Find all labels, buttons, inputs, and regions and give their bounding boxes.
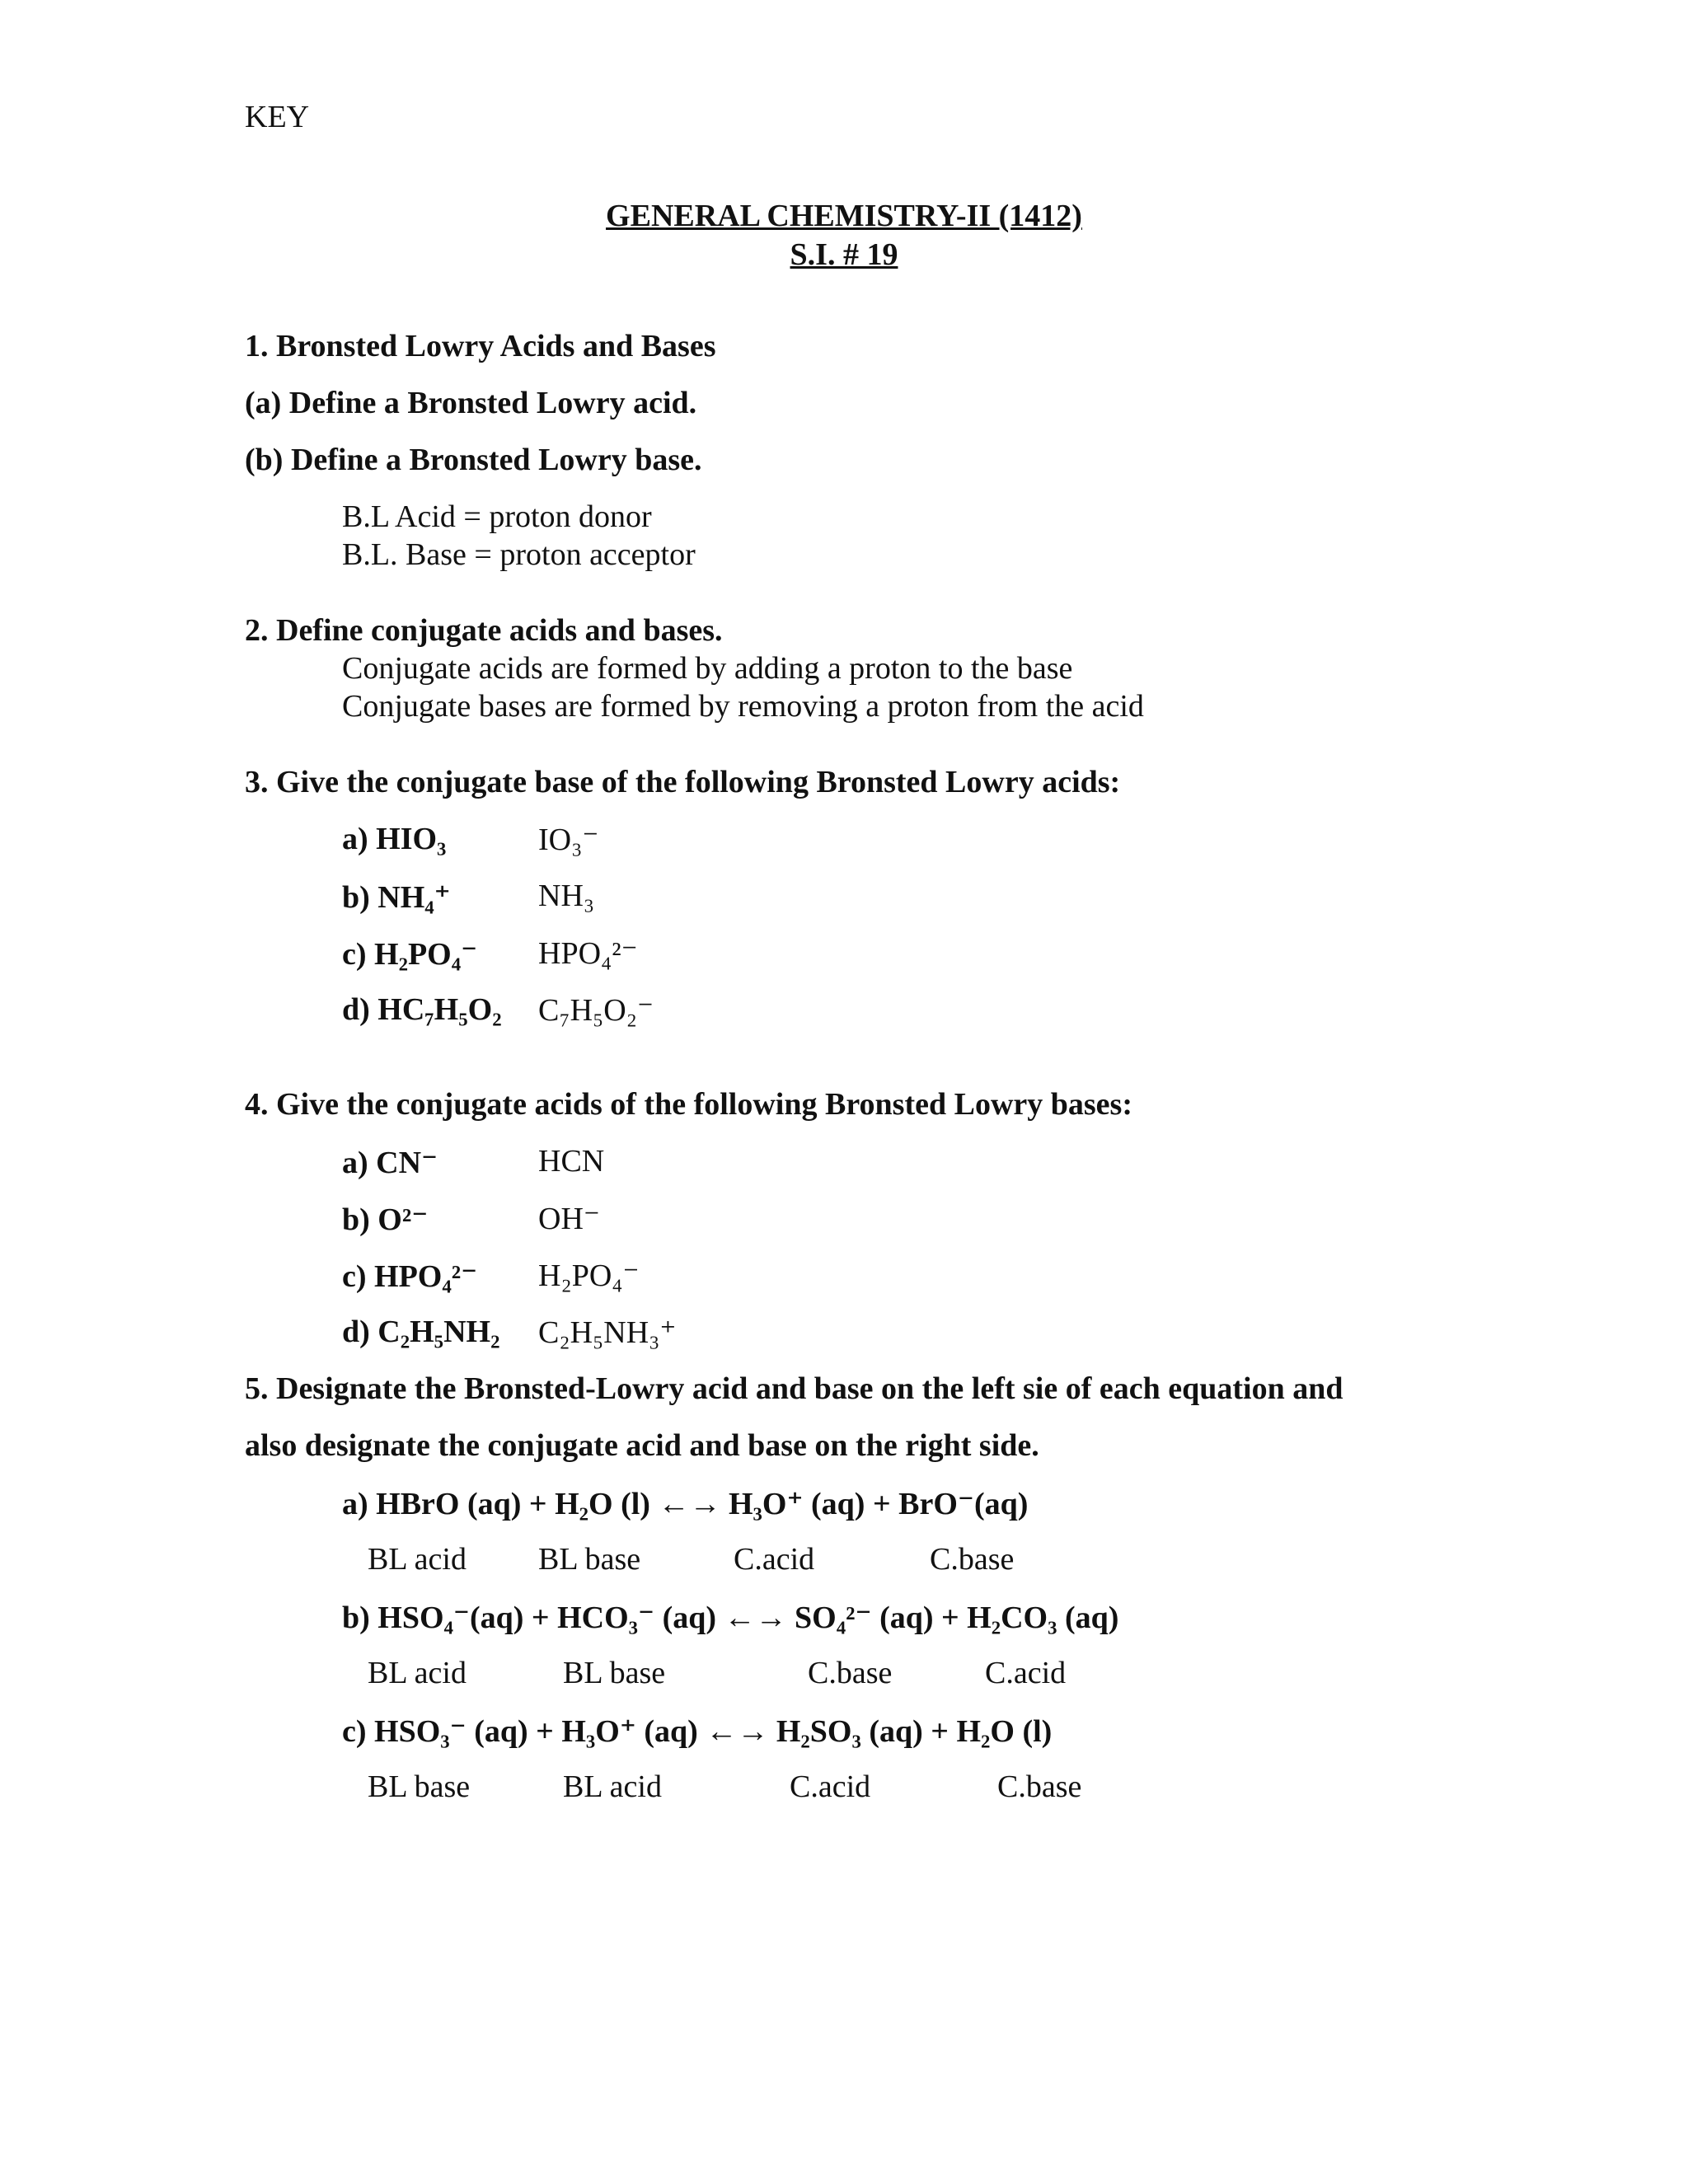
- q4-item-b-answer: OH⁻: [538, 1202, 600, 1236]
- q5-a-label-2: BL base: [538, 1542, 641, 1577]
- q4-item-d-answer: C₂H₅NH₃⁺: [538, 1315, 677, 1350]
- q1-answer-base: B.L. Base = proton acceptor: [342, 537, 696, 572]
- q5-equation-a: a) HBrO (aq) + H₂O (l) ←→ H₃O⁺ (aq) + BrO⁻(aq): [342, 1487, 1029, 1521]
- q5-c-label-1: BL base: [368, 1769, 471, 1804]
- q5-heading-line2: also designate the conjugate acid and base on the right side.: [245, 1428, 1039, 1463]
- q5-c-label-4: C.base: [997, 1769, 1082, 1804]
- q3-item-b-label: b) NH₄⁺: [342, 880, 451, 915]
- q5-a-label-3: C.acid: [734, 1542, 815, 1577]
- q4-item-a-label: a) CN⁻: [342, 1146, 438, 1180]
- q3-heading: 3. Give the conjugate base of the following Bronsted Lowry acids:: [245, 765, 1121, 799]
- document-title: GENERAL CHEMISTRY-II (1412): [606, 199, 1082, 233]
- q5-c-label-2: BL acid: [563, 1769, 662, 1804]
- key-label: KEY: [245, 100, 310, 134]
- q5-c-label-3: C.acid: [790, 1769, 871, 1804]
- q5-b-label-2: BL base: [563, 1656, 666, 1690]
- q5-a-label-1: BL acid: [368, 1542, 467, 1577]
- q3-item-c-answer: HPO₄²⁻: [538, 936, 638, 971]
- q1-part-b: (b) Define a Bronsted Lowry base.: [245, 443, 702, 477]
- q1-part-a: (a) Define a Bronsted Lowry acid.: [245, 386, 697, 420]
- q4-item-c-answer: H₂PO₄⁻: [538, 1258, 640, 1293]
- q5-b-label-4: C.acid: [985, 1656, 1067, 1690]
- q4-item-d-label: d) C₂H₅NH₂: [342, 1315, 500, 1349]
- q2-heading: 2. Define conjugate acids and bases.: [245, 613, 723, 648]
- document-subtitle: S.I. # 19: [790, 237, 898, 272]
- q3-item-d-label: d) HC₇H₅O₂: [342, 992, 502, 1027]
- q4-item-c-label: c) HPO₄²⁻: [342, 1259, 478, 1294]
- q2-answer-acids: Conjugate acids are formed by adding a proton to the base: [342, 651, 1073, 686]
- q5-equation-b: b) HSO₄⁻(aq) + HCO₃⁻ (aq) ←→ SO₄²⁻ (aq) + H₂CO₃ (aq): [342, 1601, 1119, 1635]
- q4-heading: 4. Give the conjugate acids of the following Bronsted Lowry bases:: [245, 1087, 1132, 1122]
- q5-b-label-3: C.base: [808, 1656, 893, 1690]
- q3-item-a-answer: IO₃⁻: [538, 823, 599, 857]
- q5-equation-c: c) HSO₃⁻ (aq) + H₃O⁺ (aq) ←→ H₂SO₃ (aq) + H₂O (l): [342, 1714, 1053, 1749]
- q5-heading-line1: 5. Designate the Bronsted-Lowry acid and base on the left sie of each equation and: [245, 1371, 1343, 1406]
- q3-item-a-label: a) HIO₃: [342, 822, 447, 856]
- q4-item-b-label: b) O²⁻: [342, 1202, 429, 1237]
- q5-b-label-1: BL acid: [368, 1656, 467, 1690]
- q3-item-d-answer: C₇H₅O₂⁻: [538, 993, 654, 1028]
- q3-item-c-label: c) H₂PO₄⁻: [342, 937, 478, 972]
- q4-item-a-answer: HCN: [538, 1144, 605, 1179]
- q1-answer-acid: B.L Acid = proton donor: [342, 499, 652, 534]
- q3-item-b-answer: NH₃: [538, 879, 595, 913]
- q1-heading: 1. Bronsted Lowry Acids and Bases: [245, 329, 716, 363]
- q5-a-label-4: C.base: [930, 1542, 1015, 1577]
- q2-answer-bases: Conjugate bases are formed by removing a proton from the acid: [342, 689, 1144, 724]
